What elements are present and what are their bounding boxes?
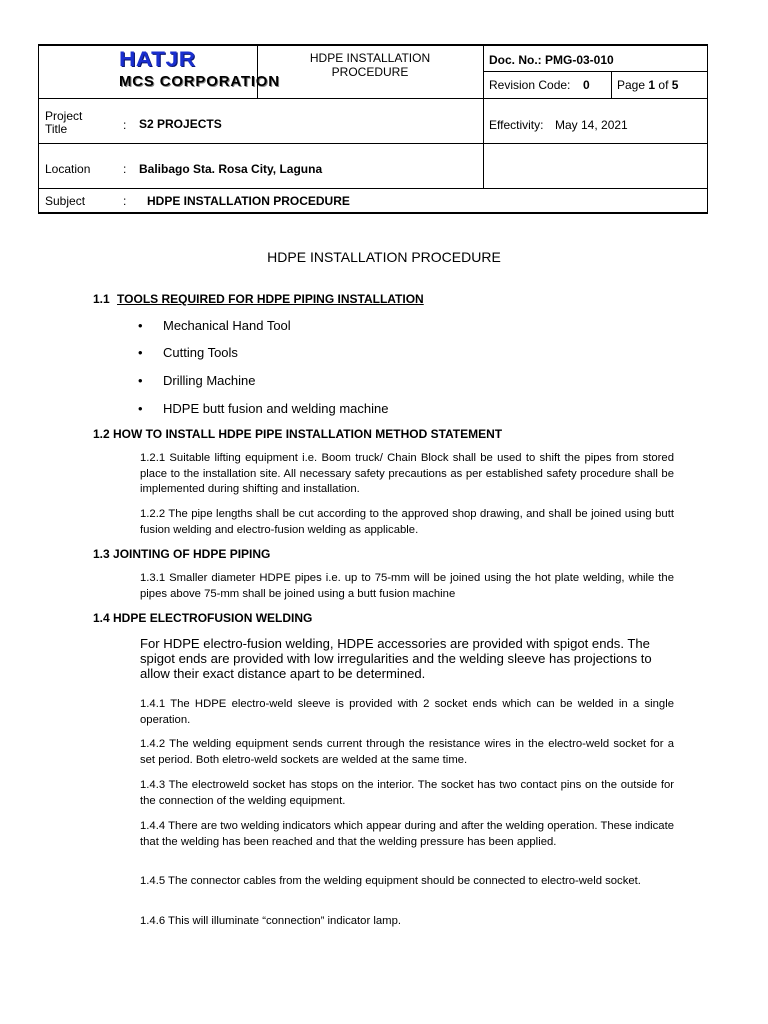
section-1-4-heading: 1.4 HDPE ELECTROFUSION WELDING [93, 611, 313, 625]
project-title-value: S2 PROJECTS [139, 117, 222, 131]
header-col-divider [611, 71, 612, 98]
paragraph-1-2-2: 1.2.2 The pipe lengths shall be cut according to the approved shop drawing, and shall be joined using butt fusion welding and electro-fusion welding as applicable. [140, 508, 674, 536]
header-col-divider [483, 46, 484, 188]
list-item-text: Mechanical Hand Tool [163, 318, 291, 333]
paragraph-1-4-4: 1.4.4 There are two welding indicators which appear during and after the welding operation. These indicate that the welding has been reached and that the welding pressure has been applied. [140, 820, 674, 848]
bullet-icon: • [138, 345, 143, 360]
project-label-line1: Project [45, 109, 83, 123]
section-title: TOOLS REQUIRED FOR HDPE PIPING INSTALLATION [117, 292, 424, 306]
company-logo: HATJR [119, 48, 196, 71]
document-title: HDPE INSTALLATION PROCEDURE [267, 249, 501, 265]
page-indicator [617, 78, 678, 92]
location-value: Balibago Sta. Rosa City, Laguna [139, 162, 323, 176]
list-item-text: HDPE butt fusion and welding machine [163, 401, 389, 416]
project-title-label [45, 110, 82, 136]
paragraph-1-4-5: 1.4.5 The connector cables from the welding equipment should be connected to electro-weld socket. [140, 875, 641, 887]
section-number: 1.1 [93, 292, 110, 306]
paragraph-1-2-1: 1.2.1 Suitable lifting equipment i.e. Boom truck/ Chain Block shall be used to shift the pipes from stored place to the installation site. All necessary safety precautions as per established safety procedure shall be implemented during shifting and installation. [140, 452, 674, 496]
paragraph-1-3-1: 1.3.1 Smaller diameter HDPE pipes i.e. up to 75-mm will be joined using the hot plate welding, while the pipes above 75-mm shall be joined using a butt fusion machine [140, 572, 674, 600]
paragraph-1-4-2: 1.4.2 The welding equipment sends current through the resistance wires in the electro-weld socket for a set period. Both eletro-weld sockets are welded at the same time. [140, 738, 674, 766]
paragraph-1-4-1: 1.4.1 The HDPE electro-weld sleeve is provided with 2 socket ends which can be welded in a single operation. [140, 698, 674, 726]
paragraph-1-4-3: 1.4.3 The electroweld socket has stops on the interior. The socket has two contact pins on the outside for the connection of the welding equipment. [140, 779, 674, 807]
bullet-icon: • [138, 401, 143, 416]
page-total: 5 [671, 78, 679, 92]
paragraph-1-4-6: 1.4.6 This will illuminate “connection” indicator lamp. [140, 915, 401, 927]
bullet-icon: • [138, 318, 143, 333]
section-1-3-heading: 1.3 JOINTING OF HDPE PIPING [93, 547, 271, 561]
header-doc-title [257, 51, 483, 79]
page-word: Page [617, 78, 646, 92]
revision-code-label: Revision Code: [489, 78, 571, 92]
document-header-table [38, 44, 708, 214]
header-row-divider [39, 143, 707, 144]
page-number: 1 [648, 78, 656, 92]
colon: : [123, 118, 127, 132]
header-row-divider [39, 98, 707, 99]
page-of-word: of [658, 78, 669, 92]
section-1-2-heading: 1.2 HOW TO INSTALL HDPE PIPE INSTALLATION METHOD STATEMENT [93, 427, 503, 441]
effectivity-label: Effectivity: [489, 118, 544, 132]
subject-value: HDPE INSTALLATION PROCEDURE [147, 194, 350, 208]
paragraph-1-4-intro: For HDPE electro-fusion welding, HDPE accessories are provided with spigot ends. The spigot ends are provided with low irregularities and the welding sleeve has projections to allow their exact distance apart to be determined. [140, 636, 652, 681]
company-name: MCS CORPORATION [119, 73, 280, 90]
location-label: Location [45, 162, 91, 176]
header-cell-divider [483, 71, 707, 72]
doc-number: Doc. No.: PMG-03-010 [489, 53, 614, 67]
list-item-text: Drilling Machine [163, 373, 256, 388]
section-1-1-heading [93, 292, 424, 306]
subject-label: Subject [45, 194, 86, 208]
colon: : [123, 194, 127, 208]
effectivity-value: May 14, 2021 [555, 118, 628, 132]
bullet-icon: • [138, 373, 143, 388]
header-row-divider [39, 188, 707, 189]
list-item-text: Cutting Tools [163, 345, 238, 360]
header-doc-title-line2: PROCEDURE [331, 65, 409, 79]
header-doc-title-line1: HDPE INSTALLATION [309, 51, 431, 65]
project-label-line2: Title [45, 122, 68, 136]
revision-code-value: 0 [583, 78, 590, 92]
colon: : [123, 162, 127, 176]
